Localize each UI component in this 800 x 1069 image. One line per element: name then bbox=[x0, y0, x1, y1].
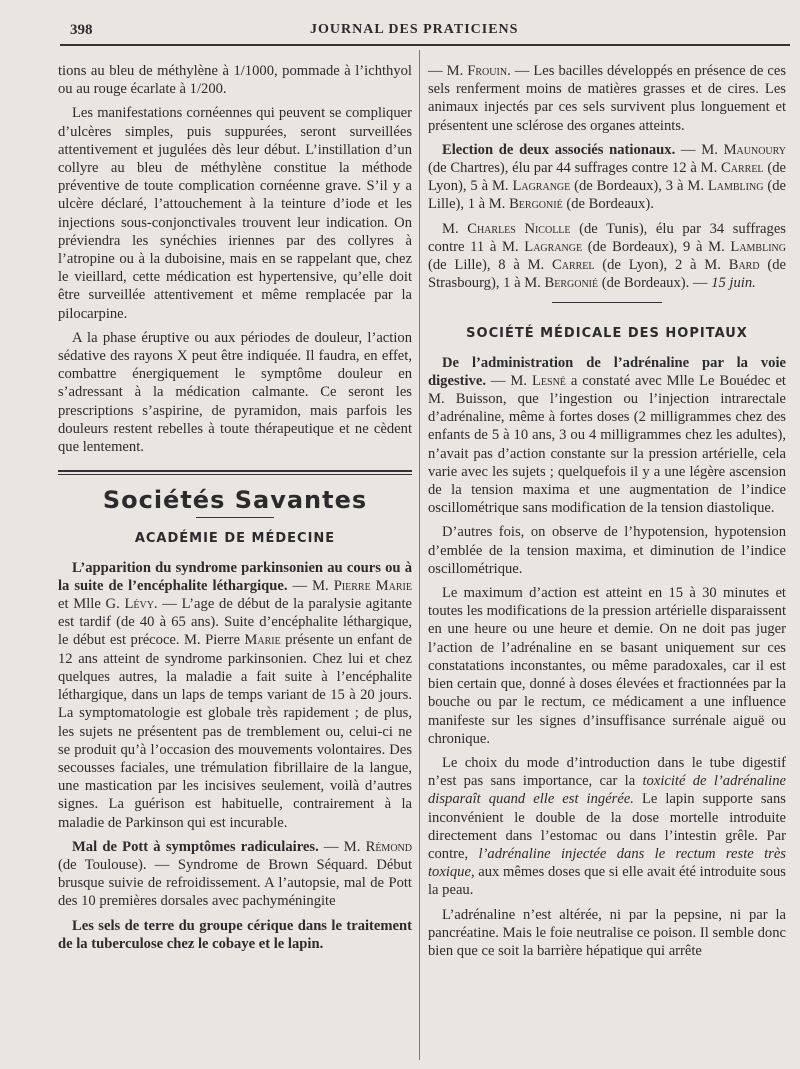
text: a constaté avec Mlle Le Bouédec et M. Buisson, que l’ingestion ou l’injection intrarectale d’adrénaline, même à fortes doses (2 milligrammes chez des enfants de 5 à 10 ans, 3 ou 4 milligrammes chez les adultes), n’avait pas d’action constante sur la pression artérielle, cela varie avec les sujets ; quelquefois il y a une légère ascension de la tension maxima et une augmentation de l’indice oscillométrique sans modification de la tension diastolique. bbox=[428, 372, 786, 517]
person-name: Lambling bbox=[730, 238, 786, 255]
text: (de Bordeaux), 3 à M. bbox=[570, 178, 708, 195]
text: aux mêmes doses que si elle avait été introduite sous la peau. bbox=[428, 864, 786, 899]
text: (de Strasbourg), 1 à M. bbox=[428, 257, 786, 292]
person-name: Maunoury bbox=[723, 141, 786, 158]
text: — M. bbox=[287, 577, 334, 594]
section-title: Sociétés Savantes bbox=[102, 486, 368, 515]
text: (de Lille), 8 à M. bbox=[428, 257, 552, 274]
section-rule bbox=[552, 302, 662, 303]
text: (de Lyon), 2 à M. bbox=[594, 257, 729, 274]
author-name: Rémond bbox=[365, 838, 412, 855]
election-paragraph bbox=[428, 141, 786, 214]
paragraph: D’autres fois, on observe de l’hypotension, hypotension d’emblée de la tension maxima, et diminution de l’indice oscillométrique. bbox=[428, 524, 786, 577]
left-column bbox=[58, 62, 412, 959]
text: . — L’age de début de la paralysie agitante est tardif (de 40 à 65 ans). Suite d’encéphalite léthargique, le début est précoce. M. Pierre bbox=[58, 596, 412, 649]
journal-title: JOURNAL DES PRATICIENS bbox=[310, 22, 519, 37]
author-name: Pierre Marie bbox=[333, 577, 412, 594]
article bbox=[58, 838, 412, 911]
title-rule bbox=[196, 517, 274, 518]
text: (de Tunis), élu par 34 suffrages contre 11 à M. bbox=[428, 220, 786, 255]
italic-text: toxicité de l’adrénaline disparaît quand elle est ingérée. bbox=[428, 773, 786, 808]
article bbox=[58, 559, 412, 832]
italic-text: l’adrénaline injectée dans le rectum reste très toxique, bbox=[428, 845, 786, 881]
article-title: L’apparition du syndrome parkinsonien au cours ou à la suite de l’encéphalite léthargique. bbox=[58, 559, 412, 594]
author-name: Frouin bbox=[467, 63, 508, 79]
article-title: De l’administration de l’adrénaline par la voie digestive. bbox=[428, 354, 786, 389]
person-name: Bard bbox=[728, 257, 760, 274]
text: — M. bbox=[485, 372, 532, 389]
author-name: Marie bbox=[244, 632, 281, 649]
text: — M. bbox=[428, 63, 468, 79]
text: (de Chartres), élu par 44 suffrages contre 12 à M. bbox=[428, 160, 722, 177]
text: M. bbox=[442, 220, 468, 237]
article-title: Mal de Pott à symptômes radiculaires. bbox=[72, 838, 319, 855]
article-title: Les sels de terre du groupe cérique dans le traitement de la tuberculose chez le cobaye et le lapin. bbox=[58, 917, 412, 952]
person-name: Bergonié bbox=[509, 196, 563, 213]
person-name: Carrel bbox=[721, 160, 764, 177]
paragraph: Le maximum d’action est atteint en 15 à 30 minutes et toutes les modifications de la pression artérielle disparaissent en une heure ou une heure et demie. On ne doit pas juger l’action de l’adrénaline en se basant uniquement sur ces constatations inconstantes, ou même paradoxales, car il est bien certain que, donné à doses élevées et fractionnées par la bouche ou par le rectum, ce médicament a une influence manifeste sur les signes d’insuffisance surrénale aiguë ou chronique. bbox=[428, 585, 786, 747]
text: (de Bordeaux). — bbox=[598, 275, 712, 292]
subsection-title: SOCIÉTÉ MÉDICALE DES HOPITAUX bbox=[466, 326, 748, 342]
column-divider bbox=[419, 50, 420, 1060]
text: — M. bbox=[318, 838, 366, 855]
text: (de Bordeaux), 9 à M. bbox=[582, 238, 731, 255]
article-title: Election de deux associés nationaux. bbox=[442, 141, 676, 158]
subsection-title: ACADÉMIE DE MÉDECINE bbox=[134, 531, 336, 547]
paragraph: tions au bleu de méthylène à 1/1000, pommade à l’ichthyol ou au rouge écarlate à 1/200. bbox=[58, 63, 412, 98]
article bbox=[428, 354, 786, 518]
paragraph bbox=[428, 754, 786, 900]
paragraph: A la phase éruptive ou aux périodes de douleur, l’action sédative des rayons X peut être indiquée. Il faudra, en effet, combattre énergiquement le symptôme douleur en s’adressant à la médication calmante. Ce seront les prescriptions s’aspirine, de pyramidon, mais parfois les douleurs restent rebelles à toute thérapeutique et ne cèdent que lentement. bbox=[58, 329, 412, 456]
person-name: Lagrange bbox=[524, 238, 583, 255]
page-number: 398 bbox=[70, 22, 93, 38]
text: . — Les bacilles développés en présence de ces sels renferment moins de matières grasses et de cires. Les animaux injectés par ces sels survivent plus longuement et présentent une sclérose des organes atteints. bbox=[428, 63, 786, 134]
text: Le choix du mode d’introduction dans le tube digestif n’est pas sans importance, car la bbox=[428, 754, 786, 790]
right-column bbox=[428, 62, 786, 966]
page-header bbox=[70, 22, 790, 44]
text: (de Bordeaux). bbox=[562, 196, 654, 213]
author-name: Lévy bbox=[124, 596, 154, 613]
person-name: Lagrange bbox=[512, 178, 571, 195]
paragraph: L’adrénaline n’est altérée, ni par la pepsine, ni par la pancréatine. Mais le foie neutralise ce poison. Il semble donc bien que ce soit la barrière hépatique qui arrête bbox=[428, 906, 786, 959]
paragraph: Les manifestations cornéennes qui peuvent se compliquer d’ulcères simples, puis suppurées, seront surveillées attentivement et jugulées dès leur début. L’instillation d’un collyre au bleu de méthylène constitue la méthode préventive de toute complication cornéenne grave. S’il y a ulcère déclaré, l’attouchement à la teinture d’iode et les injections sous-conjonctivales trouvent leur indication. On préviendra les synéchies iriennes par des collyres à l’atropine ou à la duboisine, mais en se rappelant que, chez le vieillard, cette médication est hypertensive, qu’elle doit être surveillée attentivement et même remplacée par la pilocarpine. bbox=[58, 105, 412, 322]
election-paragraph bbox=[428, 220, 786, 293]
text: et Mlle G. bbox=[58, 596, 125, 613]
author-name: Lesné bbox=[531, 372, 566, 389]
text: (de Toulouse). — Syndrome de Brown Séquard. Début brusque suivie de refroidissement. A l’autopsie, mal de Pott des 10 premières dorsales avec pachyméningite bbox=[58, 856, 412, 910]
person-name: Bergonié bbox=[544, 275, 599, 292]
paragraph bbox=[428, 62, 786, 135]
article bbox=[58, 917, 412, 953]
text: présente un enfant de 12 ans atteint de syndrome parkinsonien. Chez lui et chez quelques autres, la maladie a fait suite à l’encéphalite léthargique, dans un laps de temps variant de 15 à 20 jours. La symptomatologie est globale très rapidement ; de plus, les sujets ne présentent pas de tremblement ou, celui-ci ne se produit qu’à l’occasion des mouvements volontaires. Des secousses faciales, une trémulation fibrillaire de la langue, une mastication par les incisives seulement, voilà d’autres signes. La guérison est habituelle, contrairement à la maladie de Parkinson qui est incurable. bbox=[58, 632, 413, 831]
person-name: Charles Nicolle bbox=[467, 220, 571, 237]
date: 15 juin. bbox=[711, 275, 756, 292]
text: — M. bbox=[675, 141, 724, 158]
section-separator bbox=[58, 470, 412, 475]
person-name: Carrel bbox=[551, 257, 595, 274]
header-rule bbox=[60, 44, 790, 46]
text: (de Lyon), 5 à M. bbox=[428, 160, 786, 195]
text: Le lapin supporte sans inconvénient le double de la dose mortelle introduite directement dans l’estomac ou dans l’intestin grêle. Par contre, bbox=[428, 791, 786, 862]
text: (de Lille), 1 à M. bbox=[428, 178, 786, 213]
person-name: Lambling bbox=[707, 178, 764, 195]
